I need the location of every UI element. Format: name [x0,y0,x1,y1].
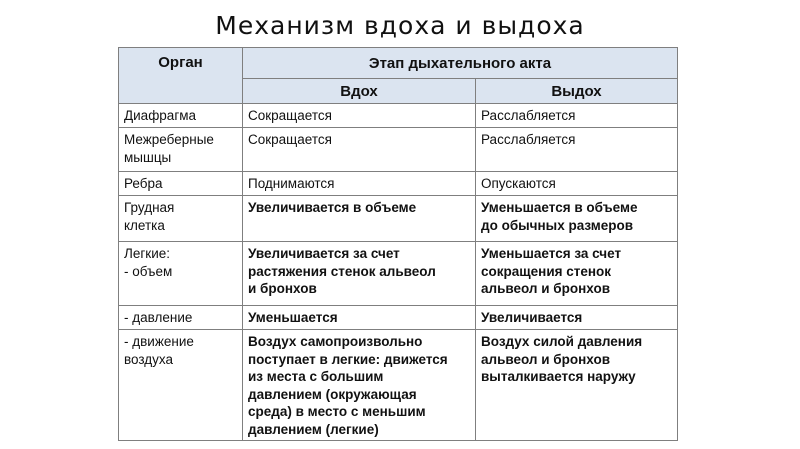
inhale-cell: Уменьшается [243,306,476,330]
exhale-cell: Воздух силой давления альвеол и бронхов выталкивается наружу [476,330,678,441]
exhale-cell: Опускаются [476,172,678,196]
inhale-cell: Поднимаются [243,172,476,196]
header-row-1 [119,48,678,79]
table-row [119,306,678,330]
header-exhale: Выдох [476,79,678,104]
inhale-cell: Воздух самопроизвольно поступает в легкие: движется из места с большим давлением (окружающая среда) в место с меньшим давлением (легкие) [243,330,476,441]
organ-cell: Диафрагма [119,104,243,128]
header-inhale: Вдох [243,79,476,104]
exhale-cell: Уменьшается за счет сокращения стенок альвеол и бронхов [476,242,678,306]
exhale-cell: Расслабляется [476,104,678,128]
table-row [119,330,678,441]
slide-title: Механизм вдоха и выдоха [215,11,585,40]
inhale-cell: Увеличивается за счет растяжения стенок альвеол и бронхов [243,242,476,306]
table-row [119,196,678,242]
organ-cell: Легкие: - объем [119,242,243,306]
exhale-cell: Увеличивается [476,306,678,330]
organ-cell: - давление [119,306,243,330]
inhale-cell: Сокращается [243,104,476,128]
table-row [119,104,678,128]
inhale-cell: Увеличивается в объеме [243,196,476,242]
header-stage: Этап дыхательного акта [243,48,678,79]
header-organ: Орган [119,48,243,104]
table-row [119,128,678,172]
exhale-cell: Расслабляется [476,128,678,172]
inhale-cell: Сокращается [243,128,476,172]
organ-cell: Ребра [119,172,243,196]
table-row [119,242,678,306]
organ-cell: Межреберные мышцы [119,128,243,172]
organ-cell: Грудная клетка [119,196,243,242]
exhale-cell: Уменьшается в объеме до обычных размеров [476,196,678,242]
breathing-mechanism-table [118,47,678,441]
organ-cell: - движение воздуха [119,330,243,441]
table-row [119,172,678,196]
